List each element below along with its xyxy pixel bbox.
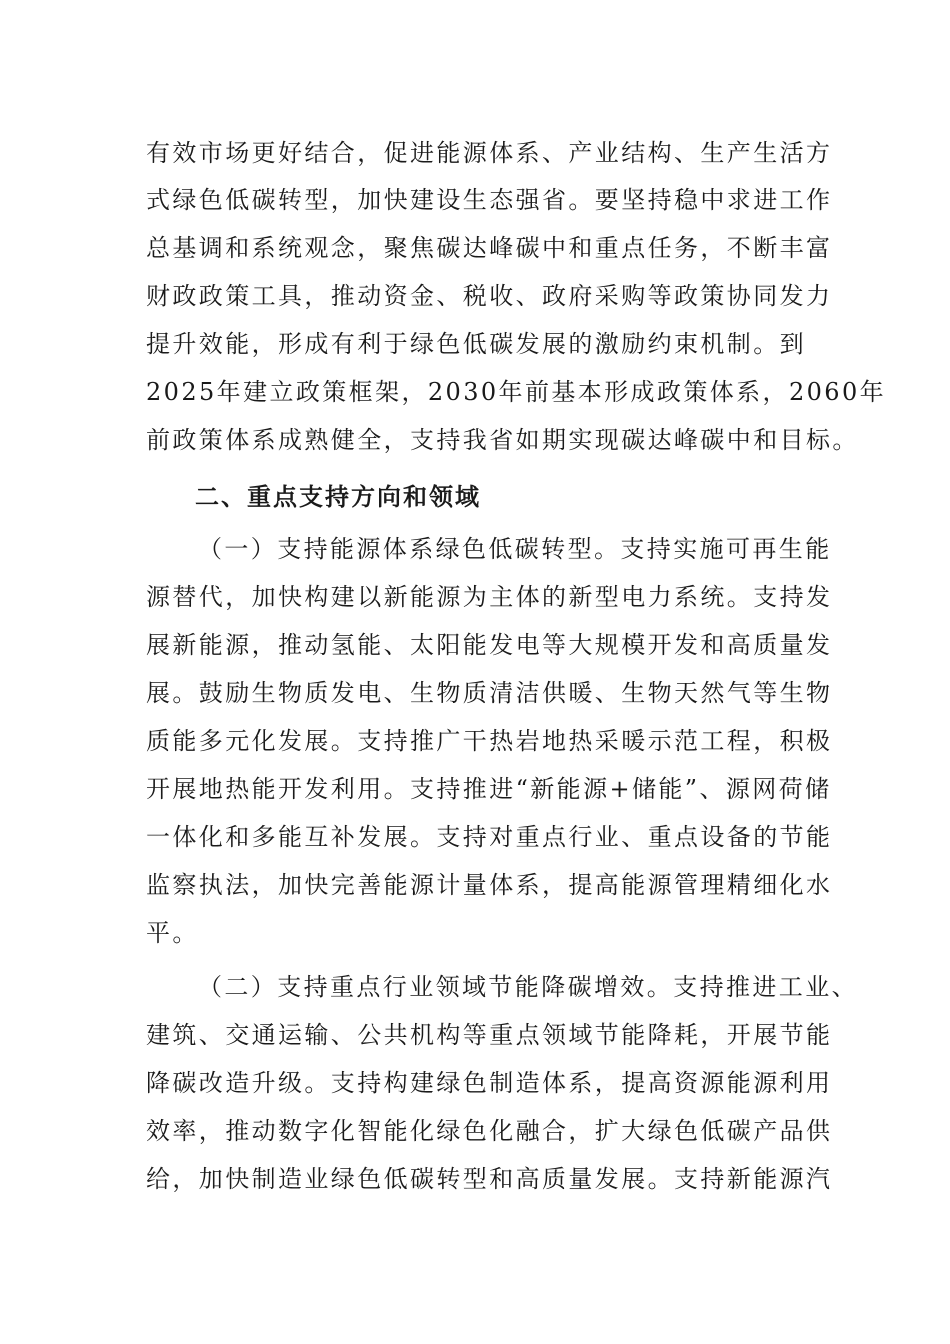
text-line: 提升效能，形成有利于绿色低碳发展的激励约束机制。到 (146, 330, 806, 358)
text-line: 2025年建立政策框架，2030年前基本形成政策体系，2060年 (146, 378, 887, 406)
paragraph-first-line: （二）支持重点行业领域节能降碳增效。支持推进工业、 (198, 973, 858, 1001)
text-line: 开展地热能开发利用。支持推进“新能源+储能”、源网荷储 (146, 775, 832, 803)
text-line: 质能多元化发展。支持推广干热岩地热采暖示范工程，积极 (146, 727, 833, 755)
text-line: 总基调和系统观念，聚焦碳达峰碳中和重点任务，不断丰富 (146, 234, 833, 262)
text-line: 财政政策工具，推动资金、税收、政府采购等政策协同发力 (146, 282, 833, 310)
text-line: 源替代，加快构建以新能源为主体的新型电力系统。支持发 (146, 583, 833, 611)
text-line: 展。鼓励生物质发电、生物质清洁供暖、生物天然气等生物 (146, 679, 833, 707)
text-line: 展新能源，推动氢能、太阳能发电等大规模开发和高质量发 (146, 631, 833, 659)
section-heading: 二、重点支持方向和领域 (195, 483, 481, 511)
text-line: 降碳改造升级。支持构建绿色制造体系，提高资源能源利用 (146, 1069, 833, 1097)
text-line: 一体化和多能互补发展。支持对重点行业、重点设备的节能 (146, 823, 833, 851)
text-line: 监察执法，加快完善能源计量体系，提高能源管理精细化水 (146, 871, 833, 899)
text-line: 平。 (146, 919, 199, 947)
text-line: 前政策体系成熟健全，支持我省如期实现碳达峰碳中和目标。 (146, 426, 859, 454)
text-line: 建筑、交通运输、公共机构等重点领域节能降耗，开展节能 (146, 1021, 833, 1049)
text-line: 效率，推动数字化智能化绿色化融合，扩大绿色低碳产品供 (146, 1117, 833, 1145)
text-line: 式绿色低碳转型，加快建设生态强省。要坚持稳中求进工作 (146, 186, 833, 214)
text-line: 给，加快制造业绿色低碳转型和高质量发展。支持新能源汽 (146, 1165, 833, 1193)
text-line: 有效市场更好结合，促进能源体系、产业结构、生产生活方 (146, 139, 833, 167)
paragraph-first-line: （一）支持能源体系绿色低碳转型。支持实施可再生能 (198, 535, 832, 563)
